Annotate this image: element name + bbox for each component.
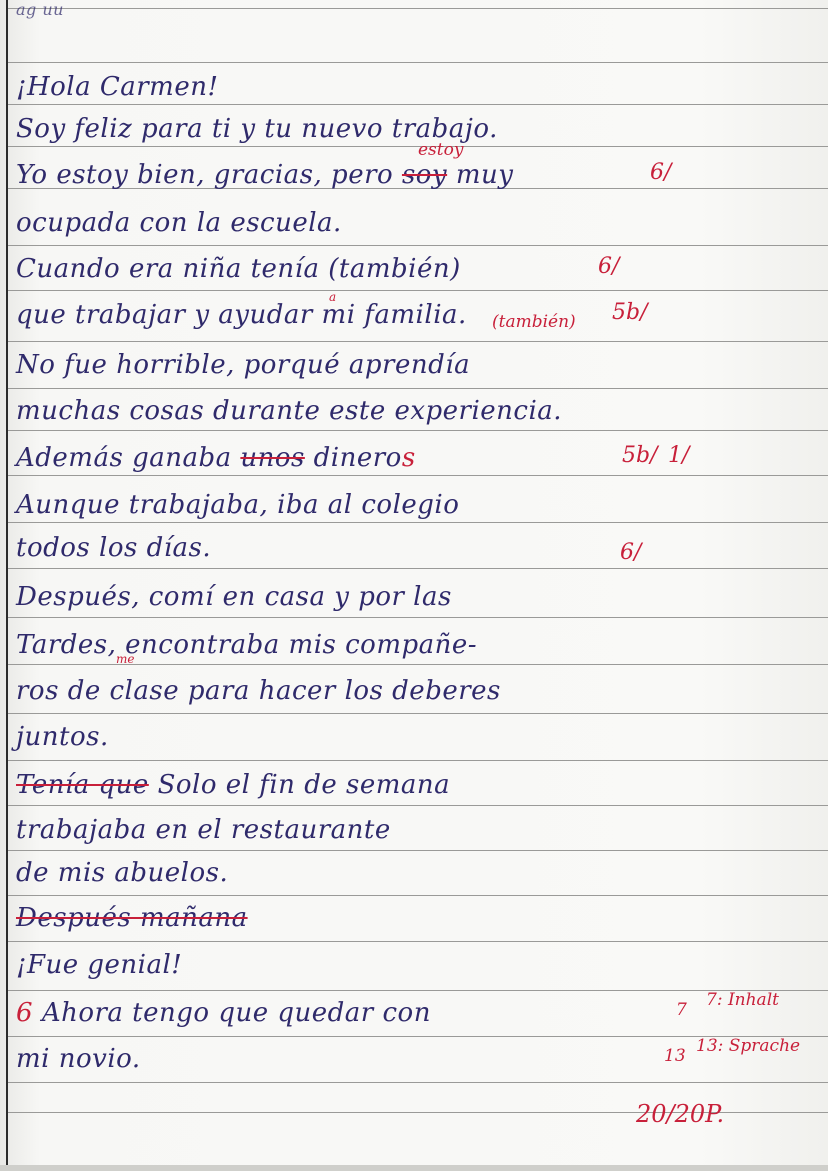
ruled-line bbox=[8, 895, 828, 896]
insertion-caret: a bbox=[329, 290, 337, 304]
letter-line bbox=[16, 998, 431, 1028]
line-text: Solo el fin de semana bbox=[157, 770, 451, 800]
ruled-line bbox=[8, 850, 828, 851]
greeting: ¡Hola Carmen! bbox=[16, 72, 219, 102]
line-text: Yo estoy bien, gracias, pero bbox=[16, 160, 394, 190]
inline-correction: 6 bbox=[16, 998, 34, 1028]
ruled-line bbox=[8, 941, 828, 942]
letter-line: de mis abuelos. bbox=[16, 858, 229, 888]
inline-correction: (también) bbox=[492, 312, 576, 332]
line-text: dinero bbox=[313, 443, 402, 473]
line-text: todos bbox=[16, 533, 91, 563]
margin-mark: 5b/ bbox=[622, 443, 658, 468]
letter-line: ocupada con la escuela. bbox=[16, 208, 342, 238]
letter-line bbox=[16, 300, 467, 330]
letter-line bbox=[16, 630, 477, 660]
ruled-line bbox=[8, 568, 828, 569]
line-text: Además ganaba bbox=[16, 443, 232, 473]
ruled-line bbox=[8, 62, 828, 63]
ruled-line bbox=[8, 805, 828, 806]
total-score: 20/20P. bbox=[636, 1100, 725, 1128]
margin-mark: 6/ bbox=[620, 540, 642, 565]
struck-word: soy bbox=[401, 160, 448, 190]
ruled-line bbox=[8, 617, 828, 618]
letter-line bbox=[16, 160, 513, 190]
letter-line bbox=[16, 443, 416, 473]
ruled-line bbox=[8, 522, 828, 523]
line-text: Ahora tengo que quedar con bbox=[41, 998, 431, 1028]
letter-line: mi novio. bbox=[16, 1044, 141, 1074]
ruled-line bbox=[8, 1082, 828, 1083]
ruled-line bbox=[8, 290, 828, 291]
struck-word: Tenía que bbox=[16, 770, 149, 800]
ruled-line bbox=[8, 990, 828, 991]
ruled-line bbox=[8, 475, 828, 476]
margin-mark: 6/ bbox=[598, 254, 620, 279]
top-fragment: ag uu bbox=[16, 0, 64, 19]
margin-mark: 1/ bbox=[668, 443, 690, 468]
language-score-label: 13: Sprache bbox=[696, 1036, 801, 1056]
margin-mark: 6/ bbox=[650, 160, 672, 185]
letter-line: ¡Fue genial! bbox=[16, 950, 183, 980]
letter-line bbox=[16, 533, 211, 563]
struck-word: Después mañana bbox=[16, 903, 248, 933]
line-text: los días. bbox=[99, 533, 212, 563]
margin-line bbox=[6, 0, 8, 1171]
letter-line: Aunque trabajaba, iba al colegio bbox=[16, 490, 460, 520]
language-score: 13 bbox=[664, 1046, 686, 1066]
letter-line: juntos. bbox=[16, 722, 109, 752]
letter-line bbox=[16, 770, 450, 800]
letter-line: muchas cosas durante este experiencia. bbox=[16, 396, 563, 426]
margin-mark: 5b/ bbox=[612, 300, 648, 325]
line-text: Tardes, bbox=[16, 630, 117, 660]
letter-line: ros de clase para hacer los deberes bbox=[16, 676, 501, 706]
line-text: muy bbox=[455, 160, 514, 190]
ruled-line bbox=[8, 760, 828, 761]
line-text: que trabajar y ayudar bbox=[16, 300, 313, 330]
ruled-line bbox=[8, 388, 828, 389]
line-text: encontraba mis compañe- bbox=[125, 630, 478, 660]
content-score: 7 bbox=[676, 1000, 687, 1020]
letter-line bbox=[16, 903, 248, 933]
letter-line: Después, comí en casa y por las bbox=[16, 582, 452, 612]
ruled-line bbox=[8, 8, 828, 9]
page-bottom-edge bbox=[0, 1165, 828, 1171]
line-text: mi familia. bbox=[321, 300, 467, 330]
inline-correction: estoy bbox=[418, 140, 464, 160]
ruled-line bbox=[8, 430, 828, 431]
letter-line: Cuando era niña tenía (también) bbox=[16, 254, 461, 284]
letter-line: Soy feliz para ti y tu nuevo trabajo. bbox=[16, 114, 498, 144]
ruled-line bbox=[8, 341, 828, 342]
ruled-line bbox=[8, 245, 828, 246]
letter-line: trabajaba en el restaurante bbox=[16, 815, 391, 845]
ruled-line bbox=[8, 104, 828, 105]
ruled-line bbox=[8, 713, 828, 714]
inline-correction: me bbox=[116, 652, 135, 666]
struck-word: unos bbox=[240, 443, 305, 473]
inline-correction: s bbox=[401, 443, 416, 473]
letter-line: No fue horrible, porqué aprendía bbox=[16, 350, 471, 380]
content-score-label: 7: Inhalt bbox=[706, 990, 779, 1010]
